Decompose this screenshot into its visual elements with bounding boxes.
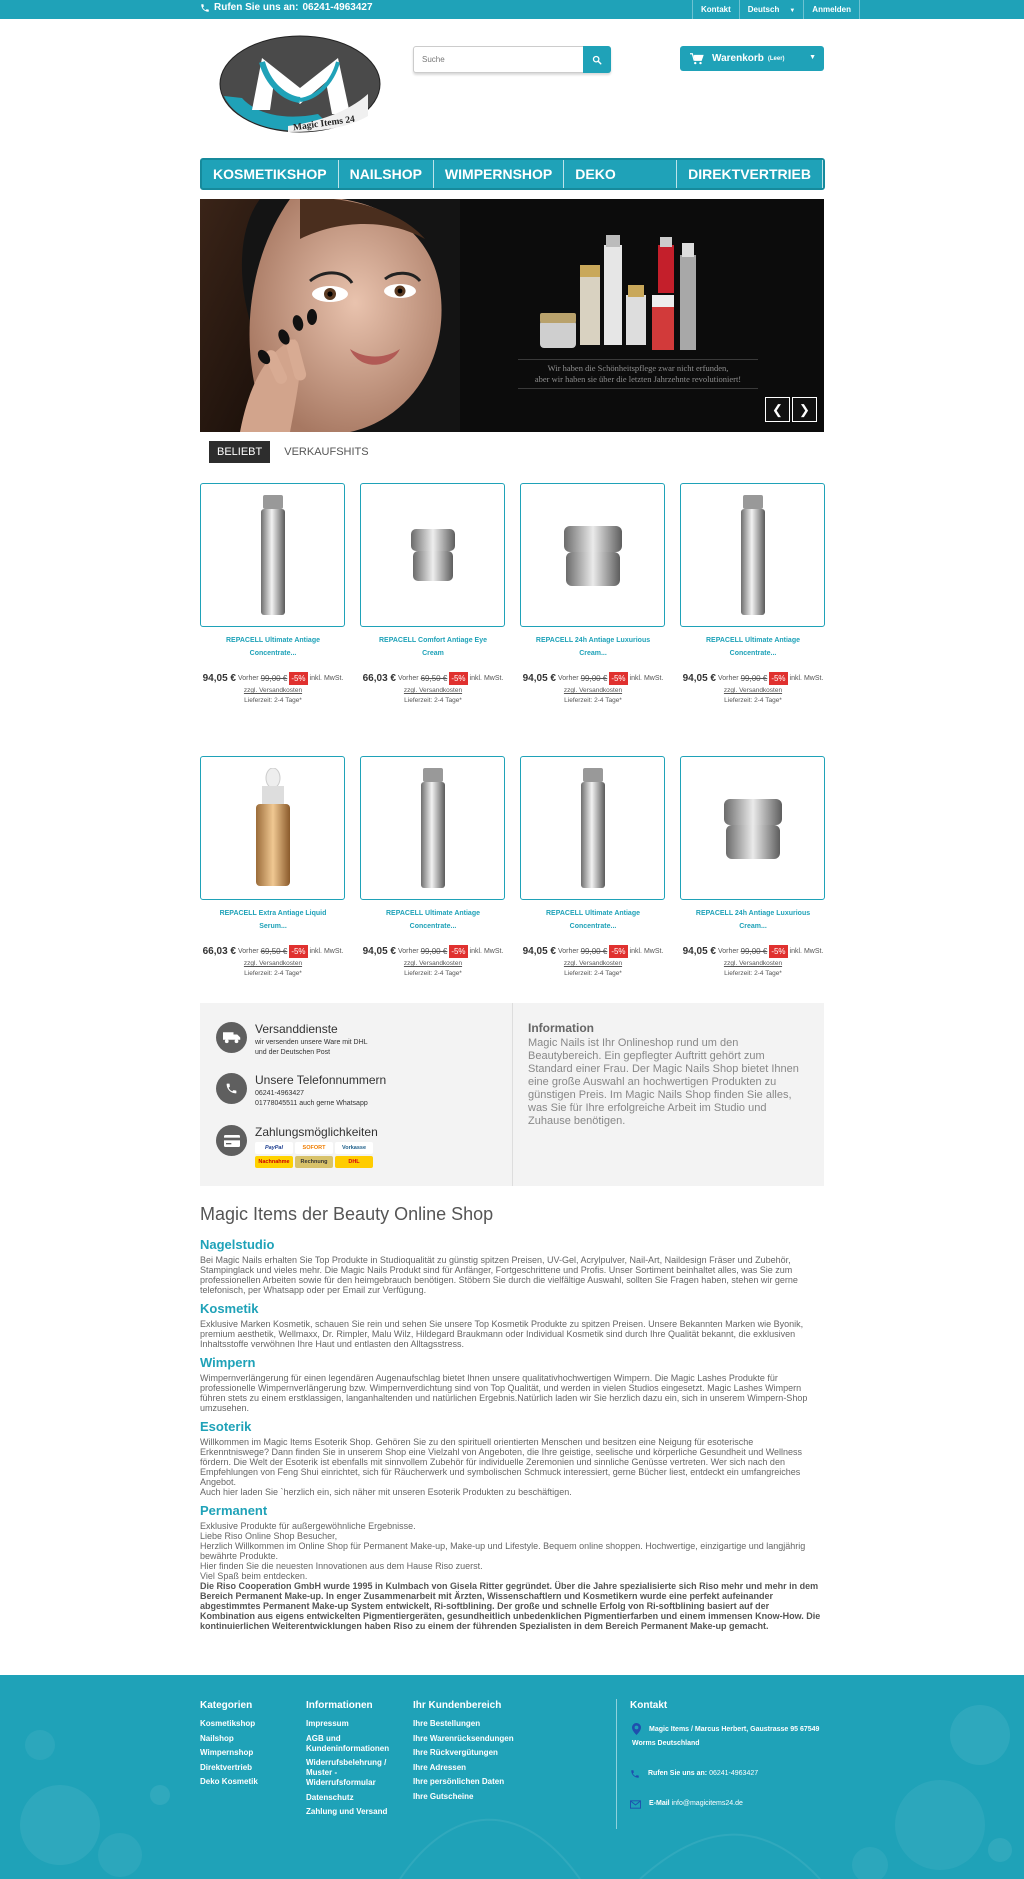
chevron-right-icon: ❯	[799, 401, 810, 417]
discount-badge: -5%	[451, 674, 466, 683]
information-panel	[528, 1021, 804, 1128]
old-price: 99,00 €	[260, 674, 288, 683]
phone-title: Unsere Telefonnummern	[255, 1073, 387, 1087]
product-image[interactable]	[520, 756, 665, 900]
phone-number-2: 01778045511 auch gerne Whatsapp	[255, 1100, 368, 1107]
delivery-time: Lieferzeit: 2-4 Tage*	[244, 697, 302, 704]
product-name[interactable]	[680, 634, 826, 660]
service-phone	[216, 1073, 386, 1109]
old-price: 99,00 €	[580, 674, 608, 683]
chevron-left-icon: ❮	[772, 401, 783, 417]
product-name-line-1: REPACELL Ultimate Antiage	[386, 910, 480, 917]
vorkasse-logo: Vorkasse	[335, 1142, 373, 1154]
login-link[interactable]: Anmelden	[803, 0, 860, 19]
old-price: 69,50 €	[420, 674, 448, 683]
footer-link-widerruf[interactable]: Widerrufsbelehrung / Muster - Widerrufsformular	[306, 1758, 387, 1787]
product-name[interactable]	[200, 634, 346, 660]
top-phone	[200, 2, 373, 13]
footer-link-gutscheine[interactable]: Ihre Gutscheine	[413, 1791, 474, 1801]
footer-link-wimpernshop[interactable]: Wimpernshop	[200, 1748, 254, 1757]
tax-label: inkl. MwSt.	[789, 675, 824, 682]
address-line-1: Magic Items / Marcus Herbert, Gaustrasse 95 67549	[649, 1726, 820, 1733]
footer-link-agb[interactable]: AGB und Kundeninformationen	[306, 1733, 390, 1753]
product-price-row	[360, 945, 506, 958]
shipping-link[interactable]: zzgl. Versandkosten	[243, 687, 303, 694]
product-price: 94,05 €	[682, 673, 716, 684]
logo-text: Magic Items 24	[292, 114, 356, 134]
before-label: Vorher	[557, 675, 579, 682]
slider-caption	[518, 359, 758, 389]
product-name-line-2: Serum...	[259, 923, 287, 930]
footer-email-label: E-Mail	[649, 1800, 670, 1807]
map-marker-icon	[632, 1723, 641, 1735]
product-image[interactable]	[680, 483, 825, 627]
before-label: Vorher	[397, 675, 419, 682]
old-price: 99,00 €	[580, 947, 608, 956]
section-text-permanent-bold: Die Riso Cooperation GmbH wurde 1995 in Kulmbach von Gisela Ritter gegründet. Über die Jahre spezialisierte sich Riso mehr und mehr in dem Bereich Permanent Make-up. In enger Zusammenarbeit mit Ärzten, Wissenschaftlern und Kosmetikern wurde eine perfekt aufeinander abgestimmtes Permanent Make-up System entwickelt, Ri-softblining. Der große und schnelle Erfolg von Ri-softblining basiert auf der Kombination aus eigens entwickelten Pigmentiergeräten, gesundheitlich unbedenklichen Pigmentierfarben und einem immensen Know-How. Die kontinuierlichen Weiterentwicklungen haben Riso zu einem der führenden Spezialisten in dem Bereich Permanent Make-up gemacht.	[200, 1581, 821, 1631]
hero-slider[interactable]	[200, 199, 824, 432]
product-price: 66,03 €	[362, 673, 396, 684]
slider-caption-line-1: Wir haben die Schönheitspflege zwar nicht erfunden,	[547, 363, 729, 373]
footer-contact-title: Kontakt	[630, 1700, 668, 1711]
footer-link-kosmetikshop[interactable]: Kosmetikshop	[200, 1719, 256, 1728]
product-name-line-1: REPACELL Ultimate Antiage	[226, 637, 320, 644]
section-heading-kosmetik: Kosmetik	[200, 1301, 259, 1316]
phone-number-1: 06241-4963427	[255, 1090, 305, 1097]
nav-item-direktvertrieb[interactable]: DIREKTVERTRIEB	[677, 160, 823, 188]
product-price-row	[680, 672, 826, 685]
footer-link-direktvertrieb[interactable]: Direktvertrieb	[200, 1762, 253, 1772]
old-price: 69,50 €	[260, 947, 288, 956]
section-heading-wimpern: Wimpern	[200, 1355, 256, 1370]
product-name-line-1: REPACELL Ultimate Antiage	[546, 910, 640, 917]
phone-icon	[630, 1769, 640, 1779]
footer-categories-title: Kategorien	[200, 1700, 253, 1711]
product-name[interactable]	[200, 907, 346, 933]
section-heading-permanent: Permanent	[200, 1503, 268, 1518]
service-payment	[216, 1125, 378, 1168]
old-price: 99,00 €	[740, 674, 768, 683]
delivery-time: Lieferzeit: 2-4 Tage*	[404, 970, 462, 977]
product-image[interactable]	[200, 756, 345, 900]
delivery-time: Lieferzeit: 2-4 Tage*	[404, 697, 462, 704]
footer-link-adressen[interactable]: Ihre Adressen	[413, 1762, 467, 1772]
nav-item-nailshop[interactable]: NAILSHOP	[339, 160, 434, 188]
footer-phone-label: Rufen Sie uns an:	[648, 1770, 708, 1777]
footer-link-bestellungen[interactable]: Ihre Bestellungen	[413, 1719, 481, 1728]
tab-beliebt[interactable]: BELIEBT	[209, 441, 270, 463]
before-label: Vorher	[557, 948, 579, 955]
product-name-line-2: Cream...	[739, 923, 767, 930]
product-price-row	[680, 945, 826, 958]
service-info-box	[200, 1003, 824, 1186]
product-name-line-2: Concentrate...	[729, 650, 777, 657]
caret-down-icon: ▼	[809, 54, 816, 61]
shipping-link[interactable]: zzgl. Versandkosten	[563, 687, 623, 694]
delivery-time: Lieferzeit: 2-4 Tage*	[564, 697, 622, 704]
tab-verkaufshits[interactable]: VERKAUFSHITS	[284, 446, 369, 458]
old-price: 99,00 €	[740, 947, 768, 956]
product-card[interactable]	[520, 483, 666, 704]
footer-information-title: Informationen	[306, 1700, 373, 1711]
product-name-line-1: REPACELL Extra Antiage Liquid	[219, 910, 327, 917]
main-nav	[200, 158, 825, 190]
discount-badge: -5%	[291, 674, 306, 683]
seo-content	[200, 1204, 824, 1631]
product-name-line-1: REPACELL Comfort Antiage Eye	[379, 637, 487, 644]
footer-link-rueckverguetungen[interactable]: Ihre Rückvergütungen	[413, 1748, 498, 1757]
footer-categories	[200, 1700, 258, 1792]
product-name-line-2: Concentrate...	[569, 923, 617, 930]
shipping-link[interactable]: zzgl. Versandkosten	[243, 960, 303, 967]
phone-number[interactable]: 06241-4963427	[302, 2, 373, 13]
product-name-line-2: Concentrate...	[409, 923, 457, 930]
before-label: Vorher	[237, 675, 259, 682]
section-heading-nagelstudio: Nagelstudio	[200, 1237, 275, 1252]
product-name[interactable]	[520, 634, 666, 660]
before-label: Vorher	[397, 948, 419, 955]
section-heading-esoterik: Esoterik	[200, 1419, 252, 1434]
product-card[interactable]	[520, 756, 666, 977]
delivery-time: Lieferzeit: 2-4 Tage*	[564, 970, 622, 977]
discount-badge: -5%	[771, 674, 786, 683]
address-line-2: Worms Deutschland	[632, 1740, 700, 1747]
top-bar	[0, 0, 1024, 19]
contact-link[interactable]: Kontakt	[692, 0, 739, 19]
cart-status: (Leer)	[767, 55, 785, 62]
footer-link-nailshop[interactable]: Nailshop	[200, 1733, 234, 1743]
sofort-logo: SOFORT	[295, 1142, 333, 1154]
chevron-down-icon: ▼	[789, 8, 796, 14]
footer-contact	[630, 1700, 830, 1827]
site-logo[interactable]	[218, 34, 382, 134]
tax-label: inkl. MwSt.	[469, 948, 504, 955]
footer-link-deko-kosmetik[interactable]: Deko Kosmetik	[200, 1777, 258, 1786]
tax-label: inkl. MwSt.	[629, 675, 664, 682]
footer-information	[306, 1700, 396, 1822]
product-card[interactable]	[200, 483, 346, 704]
section-text-nagelstudio: Bei Magic Nails erhalten Sie Top Produkte in Studioqualität zu günstig spitzen Preisen, UV-Gel, Acrylpulver, Nail-Art, Naildesign Fräser und Zubehör, Stampinglack und vieles mehr. Die Magic Nails Produkt sind für Anfänger, Fortgeschrittene und Profis. Unser Sortiment beinhaltet alles, was Sie zum professionellen Arbeiten sowie für den heimgebrauch benötigen. Stöbern Sie durch die vielfältige Auswahl, sollten Sie Fragen haben, stehen wir gerne telefonisch, per Whatsapp oder per Email zur Verfügung.	[200, 1255, 798, 1295]
product-price: 94,05 €	[522, 946, 556, 957]
product-image[interactable]	[200, 483, 345, 627]
product-tabs	[209, 441, 377, 463]
product-name-line-1: REPACELL 24h Antiage Luxurious	[695, 910, 811, 917]
section-text-kosmetik: Exklusive Marken Kosmetik, schauen Sie rein und sehen Sie unsere Top Kosmetik Produkte zu spitzen Preisen. Unsere Bekannten Marken wie Byonik, premium aesthetik, Wellmaxx, Dr. Rimpler, Malu Wilz, Hildegard Braukmann oder Individual Kosmetik sind durch Ihre Qualität bekannt, die exklusiven Inhaltsstoffe verwöhnen Ihre Haut und entlasten den Alltagsstress.	[200, 1319, 804, 1349]
information-text: Magic Nails ist Ihr Onlineshop rund um den Beautybereich. Ein gepflegter Auftritt gehört zum Standard einer Frau. Der Magic Nails Shop bietet Ihnen eine große Auswahl an hochwertigen Produkten zu günstigen Preis. Im Magic Nails Shop finden Sie alles, was Sie für Ihre erfolgreiche Arbeit im Studio und Zuhause benötigen.	[528, 1037, 799, 1127]
nav-item-wimpernshop[interactable]: WIMPERNSHOP	[434, 160, 564, 188]
discount-badge: -5%	[611, 674, 626, 683]
product-card[interactable]	[200, 756, 346, 977]
product-card[interactable]	[680, 483, 826, 704]
phone-icon	[216, 1073, 247, 1104]
product-price-row	[200, 672, 346, 685]
language-selector[interactable]	[739, 0, 804, 19]
tax-label: inkl. MwSt.	[309, 675, 344, 682]
tax-label: inkl. MwSt.	[789, 948, 824, 955]
footer-phone	[630, 1767, 830, 1781]
discount-badge: -5%	[611, 947, 626, 956]
paypal-logo: PayPal	[255, 1142, 293, 1154]
tax-label: inkl. MwSt.	[629, 948, 664, 955]
product-name-line-2: Concentrate...	[249, 650, 297, 657]
product-price-row	[360, 672, 506, 685]
shipping-link[interactable]: zzgl. Versandkosten	[723, 960, 783, 967]
nav-item-kosmetikshop[interactable]: KOSMETIKSHOP	[202, 160, 339, 188]
discount-badge: -5%	[451, 947, 466, 956]
search-input[interactable]	[414, 47, 584, 72]
shopping-cart-icon	[690, 53, 704, 65]
delivery-time: Lieferzeit: 2-4 Tage*	[724, 697, 782, 704]
product-price-row	[520, 672, 666, 685]
nachnahme-logo: Nachnahme	[255, 1156, 293, 1168]
cart-label: Warenkorb	[712, 53, 764, 64]
credit-card-icon	[216, 1125, 247, 1156]
product-image[interactable]	[360, 756, 505, 900]
product-name[interactable]	[360, 634, 506, 660]
shipping-link[interactable]: zzgl. Versandkosten	[403, 687, 463, 694]
footer-email-address[interactable]: info@magicitems24.de	[671, 1800, 743, 1807]
product-card[interactable]	[360, 483, 506, 704]
footer-link-zahlung[interactable]: Zahlung und Versand	[306, 1807, 388, 1816]
tax-label: inkl. MwSt.	[309, 948, 344, 955]
footer-link-impressum[interactable]: Impressum	[306, 1719, 349, 1728]
product-image[interactable]	[520, 483, 665, 627]
shipping-link[interactable]: zzgl. Versandkosten	[403, 960, 463, 967]
top-links	[692, 0, 860, 19]
product-bottles-image	[540, 235, 740, 365]
search-box	[413, 46, 611, 73]
search-icon	[592, 55, 602, 65]
truck-icon	[216, 1022, 247, 1053]
product-price: 94,05 €	[682, 946, 716, 957]
slider-caption-line-2: aber wir haben sie über die letzten Jahrzehnte revolutioniert!	[534, 374, 742, 384]
section-text-esoterik: Willkommen im Magic Items Esoterik Shop. Gehören Sie zu den spirituell orientierten Menschen und besitzen eine Neigung für esoterische Erkenntniswege? Dann finden Sie in unserem Shop eine Vielzahl von Angeboten, die Ihre geistige, seelische und körperliche Gesundheit und Wellness fördern. Die Welt der Esoterik ist ebenfalls mit sinnvollem Zubehör für individuelle Zeremonien und sinnliche Genüsse vertreten. Wer sich nach den Empfehlungen von Feng Shui einrichtet, sich für Räucherwerk und symbolischen Schmuck interessiert, gerne Bücher liest, entdeckt ein umfangreiches Angebot. Auch hier laden Sie `herzlich ein, sich näher mit unseren Esoterik Produkten zu beschäftigen.	[200, 1437, 803, 1497]
envelope-icon	[630, 1800, 641, 1809]
discount-badge: -5%	[291, 947, 306, 956]
section-text-wimpern: Wimpernverlängerung für einen legendären Augenaufschlag bietet Ihnen unsere qualitativhochwertigen Wimpern. Die Magic Lashes Produkte für professionelle Wimpernverlängerung bzw. Wimpernverdichtung sind von Top Qualität, und werden in vielen Studios eingesetzt. Magic Lashes Wimpern führen stets zu einem erstklassigen, langanhaltenden und natürlichen Ergebnis.Natürlich laden wir Sie herzlich dazu ein, sich in unserem Wimpern-Shop umzusehen.	[200, 1373, 808, 1413]
footer-link-datenschutz[interactable]: Datenschutz	[306, 1792, 354, 1802]
product-price-row	[520, 945, 666, 958]
payment-title: Zahlungsmöglichkeiten	[255, 1125, 378, 1139]
product-image[interactable]	[360, 483, 505, 627]
slider-next-button[interactable]	[792, 397, 817, 422]
product-name-line-1: REPACELL 24h Antiage Luxurious	[535, 637, 651, 644]
product-price-row	[200, 945, 346, 958]
product-name-line-2: Cream	[422, 650, 444, 657]
shipping-title: Versanddienste	[255, 1022, 338, 1036]
content-title: Magic Items der Beauty Online Shop	[200, 1204, 494, 1224]
footer-account	[413, 1700, 514, 1806]
footer-email	[630, 1797, 830, 1811]
section-text-permanent: Exklusive Produkte für außergewöhnliche Ergebnisse. Liebe Riso Online Shop Besucher, Herzlich Willkommen im Online Shop für Permanent Make-up, Make-up und Lifestyle. Bequem online shoppen. Hochwertige, einzigartige und langjährig bewährte Produkte. Hier finden Sie die neuesten Innovationen aus dem Hause Riso zuerst. Viel Spaß beim entdecken.	[200, 1521, 806, 1581]
information-title: Information	[528, 1021, 594, 1035]
info-divider	[512, 1003, 513, 1186]
discount-badge: -5%	[771, 947, 786, 956]
hero-model-image	[200, 199, 460, 432]
payment-logos	[255, 1142, 378, 1168]
tax-label: inkl. MwSt.	[469, 675, 504, 682]
search-button[interactable]	[583, 46, 611, 73]
product-card[interactable]	[680, 756, 826, 977]
language-label: Deutsch	[747, 5, 780, 14]
shipping-link[interactable]: zzgl. Versandkosten	[723, 687, 783, 694]
nav-item-deko-kosmetik[interactable]: DEKO	[564, 160, 677, 188]
product-price: 94,05 €	[362, 946, 396, 957]
product-image[interactable]	[680, 756, 825, 900]
phone-label: Rufen Sie uns an:	[214, 2, 299, 13]
footer-link-ruecksendungen[interactable]: Ihre Warenrücksendungen	[413, 1733, 514, 1743]
footer-address	[630, 1723, 830, 1751]
cart-button[interactable]	[680, 46, 824, 71]
slider-prev-button[interactable]	[765, 397, 790, 422]
product-price: 94,05 €	[202, 673, 236, 684]
footer-link-persoenliche-daten[interactable]: Ihre persönlichen Daten	[413, 1777, 505, 1786]
product-name[interactable]	[520, 907, 666, 933]
old-price: 99,00 €	[420, 947, 448, 956]
product-name-line-1: REPACELL Ultimate Antiage	[706, 637, 800, 644]
footer	[0, 1675, 1024, 1879]
product-name[interactable]	[360, 907, 506, 933]
delivery-time: Lieferzeit: 2-4 Tage*	[244, 970, 302, 977]
product-name-line-2: Cream...	[579, 650, 607, 657]
shipping-link[interactable]: zzgl. Versandkosten	[563, 960, 623, 967]
footer-account-title: Ihr Kundenbereich	[413, 1700, 502, 1711]
phone-icon	[200, 3, 210, 13]
rechnung-logo: Rechnung	[295, 1156, 333, 1168]
shipping-text-2: und der Deutschen Post	[255, 1049, 331, 1056]
before-label: Vorher	[237, 948, 259, 955]
before-label: Vorher	[717, 675, 739, 682]
footer-separator	[616, 1699, 617, 1829]
footer-phone-number[interactable]: 06241-4963427	[709, 1770, 759, 1777]
product-price: 66,03 €	[202, 946, 236, 957]
before-label: Vorher	[717, 948, 739, 955]
logo-image	[218, 34, 382, 134]
product-card[interactable]	[360, 756, 506, 977]
service-shipping	[216, 1022, 368, 1058]
product-name[interactable]	[680, 907, 826, 933]
delivery-time: Lieferzeit: 2-4 Tage*	[724, 970, 782, 977]
product-price: 94,05 €	[522, 673, 556, 684]
dhl-logo: DHL	[335, 1156, 373, 1168]
shipping-text-1: wir versenden unsere Ware mit DHL	[255, 1039, 368, 1046]
